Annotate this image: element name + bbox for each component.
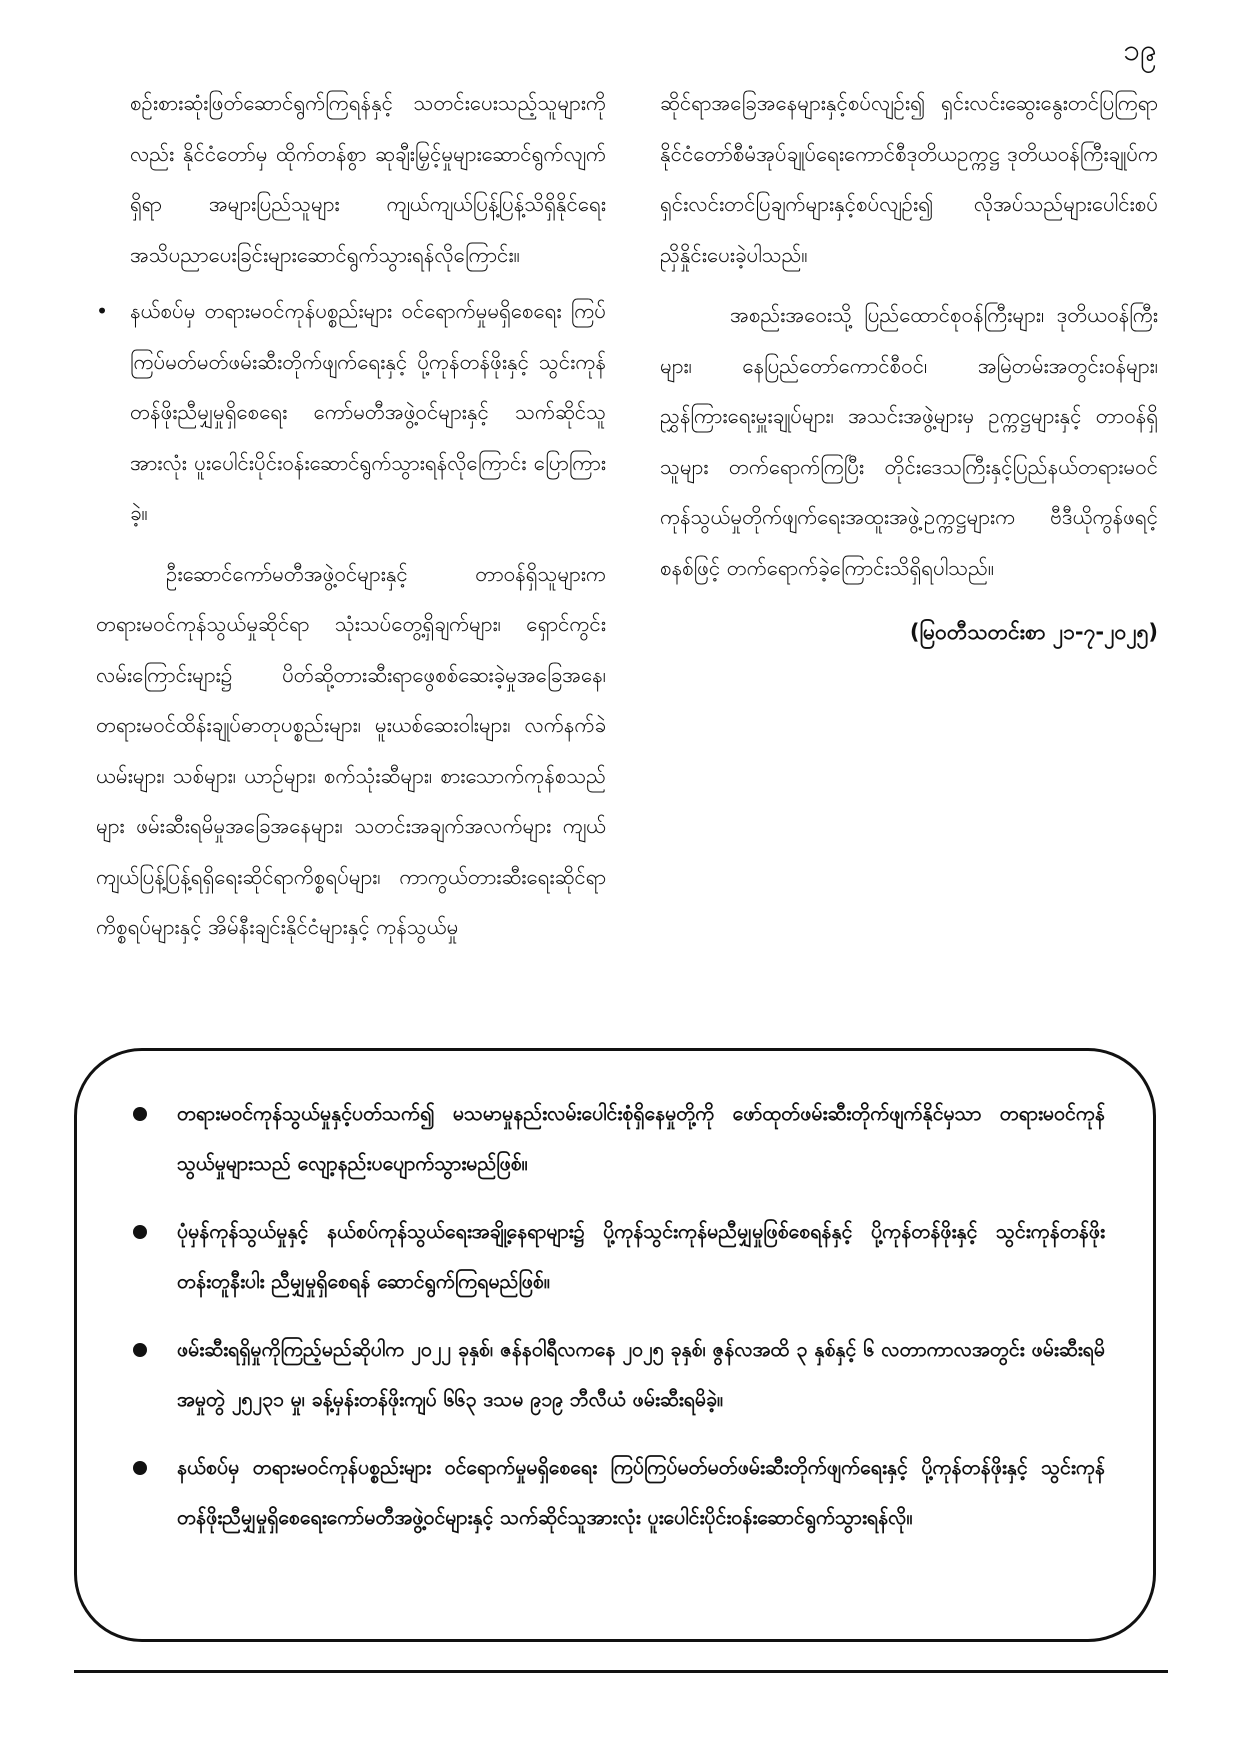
- summary-item-text: တရားမဝင်ကုန်သွယ်မှုနှင့်ပတ်သက်၍ မသမာမှုနည်းလမ်းပေါင်းစုံရှိနေမှုတို့ကို ဖော်ထုတ်ဖမ်းဆီးတိုက်ဖျက်နိုင်မှသာ တရားမဝင်ကုန်သွယ်မှုများသည် လျော့နည်းပပျောက်သွားမည်ဖြစ်။: [177, 1102, 1105, 1175]
- bullet-icon: [133, 1343, 147, 1357]
- page-number: ၁၉: [1123, 33, 1157, 68]
- left-bullet-item: [96, 286, 606, 539]
- left-paragraph-continued: စဉ်းစားဆုံးဖြတ်ဆောင်ရွက်ကြရန်နှင့် သတင်းပေးသည့်သူများကိုလည်း နိုင်ငံတော်မှ ထိုက်တန်စွာ ဆုချီးမြှင့်မှုများဆောင်ရွက်လျက်ရှိရာ အများပြည်သူများ ကျယ်ကျယ်ပြန့်ပြန့်သိရှိနိုင်ရေး အသိပညာပေးခြင်းများဆောင်ရွက်သွားရန်လိုကြောင်း။: [130, 91, 606, 267]
- right-column: [660, 78, 1158, 658]
- summary-item: [133, 1325, 1105, 1425]
- bullet-icon: [133, 1461, 147, 1475]
- source-citation: (မြဝတီသတင်းစာ ၂၁-၇-၂၀၂၅): [909, 620, 1158, 644]
- summary-item-text: နယ်စပ်မှ တရားမဝင်ကုန်ပစ္စည်းများ ဝင်ရောက်မှုမရှိစေရေး ကြပ်ကြပ်မတ်မတ်ဖမ်းဆီးတိုက်ဖျက်ရေးနှင့် ပို့ကုန်တန်ဖိုးနှင့် သွင်းကုန်တန်ဖိုးညီမျှမှုရှိစေရေးကော်မတီအဖွဲ့ဝင်များနှင့် သက်ဆိုင်သူအားလုံး ပူးပေါင်းပိုင်းဝန်းဆောင်ရွက်သွားရန်လို။: [177, 1456, 1105, 1529]
- summary-item-text: ပုံမှန်ကုန်သွယ်မှုနှင့် နယ်စပ်ကုန်သွယ်ရေးအချို့နေရာများ၌ ပို့ကုန်သွင်းကုန်မညီမျှမှုဖြစ်စေရန်နှင့် ပို့ကုန်တန်ဖိုးနှင့် သွင်းကုန်တန်ဖိုးတန်းတူနီးပါး ညီမျှမှုရှိစေရန် ဆောင်ရွက်ကြရမည်ဖြစ်။: [177, 1220, 1105, 1293]
- summary-box: [74, 1048, 1156, 1642]
- right-paragraph-continued: ဆိုင်ရာအခြေအနေများနှင့်စပ်လျဉ်း၍ ရှင်းလင်းဆွေးနွေးတင်ပြကြရာ နိုင်ငံတော်စီမံအုပ်ချုပ်ရေးကောင်စီဒုတိယဥက္ကဋ္ဌ ဒုတိယဝန်ကြီးချုပ်က ရှင်းလင်းတင်ပြချက်များနှင့်စပ်လျဉ်း၍ လိုအပ်သည်များပေါင်းစပ်ညှိနှိုင်းပေးခဲ့ပါသည်။: [660, 91, 1158, 267]
- right-paragraph-2: အစည်းအဝေးသို့ ပြည်ထောင်စုဝန်ကြီးများ၊ ဒုတိယဝန်ကြီးများ၊ နေပြည်တော်ကောင်စီဝင်၊ အမြဲတမ်းအတွင်းဝန်များ၊ ညွှန်ကြားရေးမှူးချုပ်များ၊ အသင်းအဖွဲ့များမှ ဥက္ကဋ္ဌများနှင့် တာဝန်ရှိသူများ တက်ရောက်ကြပြီး တိုင်းဒေသကြီးနှင့်ပြည်နယ်တရားမဝင် ကုန်သွယ်မှုတိုက်ဖျက်ရေးအထူးအဖွဲ့ဥက္ကဋ္ဌများက ဗီဒီယိုကွန်ဖရင့်စနစ်ဖြင့် တက်ရောက်ခဲ့ကြောင်းသိရှိရပါသည်။: [660, 303, 1158, 580]
- bottom-divider: [74, 1670, 1168, 1673]
- summary-item-text: ဖမ်းဆီးရရှိမှုကိုကြည့်မည်ဆိုပါက ၂၀၂၂ ခုနှစ်၊ ဇန်နဝါရီလကနေ ၂၀၂၅ ခုနှစ်၊ ဇွန်လအထိ ၃ နှစ်နှင့် ၆ လတာကာလအတွင်း ဖမ်းဆီးရမိအမှုတွဲ ၂၅၂၃၁ မှု၊ ခန့်မှန်းတန်ဖိုးကျပ် ၆၆၃ ဒသမ ၉၁၉ ဘီလီယံ ဖမ်းဆီးရမိခဲ့။: [177, 1338, 1105, 1411]
- left-paragraph-2: ဦးဆောင်ကော်မတီအဖွဲ့ဝင်များနှင့် တာဝန်ရှိသူများက တရားမဝင်ကုန်သွယ်မှုဆိုင်ရာ သုံးသပ်တွေ့ရှိချက်များ၊ ရှောင်ကွင်းလမ်းကြောင်းများ၌ ပိတ်ဆို့တားဆီးရာဖွေစစ်ဆေးခဲ့မှုအခြေအနေ၊ တရားမဝင်ထိန်းချုပ်ဓာတုပစ္စည်းများ၊ မူးယစ်ဆေးဝါးများ၊ လက်နက်ခဲယမ်းများ၊ သစ်များ၊ ယာဉ်များ၊ စက်သုံးဆီများ၊ စားသောက်ကုန်စသည်များ ဖမ်းဆီးရမိမှုအခြေအနေများ၊ သတင်းအချက်အလက်များ ကျယ်ကျယ်ပြန့်ပြန့်ရရှိရေးဆိုင်ရာကိစ္စရပ်များ၊ ကာကွယ်တားဆီးရေးဆိုင်ရာကိစ္စရပ်များနှင့် အိမ်နီးချင်းနိုင်ငံများနှင့် ကုန်သွယ်မှု: [96, 561, 606, 939]
- summary-item: [133, 1089, 1105, 1189]
- left-bullet-text: နယ်စပ်မှ တရားမဝင်ကုန်ပစ္စည်းများ ဝင်ရောက်မှုမရှိစေရေး ကြပ်ကြပ်မတ်မတ်ဖမ်းဆီးတိုက်ဖျက်ရေးနှင့် ပို့ကုန်တန်ဖိုးနှင့် သွင်းကုန်တန်ဖိုးညီမျှမှုရှိစေရေး ကော်မတီအဖွဲ့ဝင်များနှင့် သက်ဆိုင်သူအားလုံး ပူးပေါင်းပိုင်းဝန်းဆောင်ရွက်သွားရန်လိုကြောင်း ပြောကြားခဲ့။: [130, 299, 606, 525]
- bullet-icon: [133, 1107, 147, 1121]
- bullet-icon: [133, 1225, 147, 1239]
- summary-item: [133, 1207, 1105, 1307]
- bullet-icon: •: [96, 299, 109, 323]
- summary-list: [77, 1051, 1153, 1543]
- summary-item: [133, 1443, 1105, 1543]
- left-column: [96, 78, 606, 953]
